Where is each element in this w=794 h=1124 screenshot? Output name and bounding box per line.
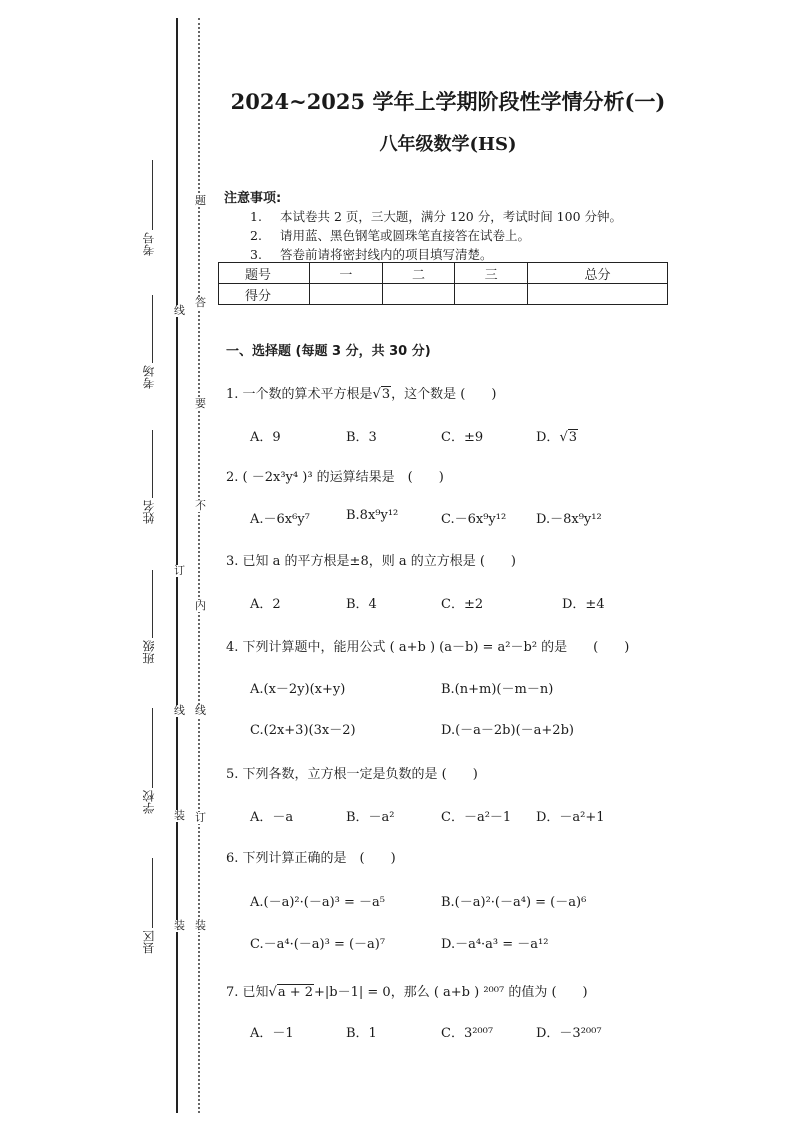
- score-header-cell: 总分: [527, 263, 667, 284]
- question-1: [226, 383, 496, 402]
- notice-item: [250, 226, 530, 244]
- seal-char: 装: [174, 809, 185, 822]
- notice-number: 2.: [250, 228, 262, 243]
- option-d: D.(－a－2b)(－a+2b): [441, 723, 574, 738]
- option-d: [536, 426, 578, 445]
- class-field[interactable]: [152, 570, 153, 638]
- option-a: A.(x－2y)(x+y): [250, 682, 346, 697]
- question-text: ，这个数是 ( ): [391, 387, 497, 402]
- option-b: B．－a²: [346, 810, 395, 825]
- label-district: 县区: [142, 930, 156, 954]
- score-cell[interactable]: [527, 284, 667, 305]
- seal-char: 线: [174, 704, 185, 717]
- score-table: [218, 262, 668, 305]
- option-b: B．3: [346, 430, 377, 445]
- option-d: D.－8x⁹y¹²: [536, 512, 602, 527]
- option-c: C.(2x+3)(3x－2): [250, 723, 356, 738]
- sqrt-radicand: 3: [381, 387, 391, 402]
- option-b: B.8x⁹y¹²: [346, 508, 399, 523]
- question-6: 6. 下列计算正确的是 ( ): [226, 851, 396, 866]
- district-field[interactable]: [152, 858, 153, 928]
- option-label: D．: [536, 430, 560, 445]
- question-7: [226, 981, 588, 1000]
- option-a: A．－a: [250, 810, 294, 825]
- seal-char: 线: [174, 304, 185, 317]
- label-class: 班级: [142, 640, 156, 664]
- option-c: C.－6x⁹y¹²: [441, 512, 507, 527]
- notice-item: [250, 207, 622, 225]
- option-b: B．4: [346, 597, 377, 612]
- score-header-cell: 题号: [219, 263, 310, 284]
- score-cell[interactable]: [455, 284, 528, 305]
- section-title: 一、选择题 (每题 3 分，共 30 分): [226, 344, 431, 359]
- option-d: D．－3²⁰⁰⁷: [536, 1026, 602, 1041]
- option-c: C．±9: [441, 430, 484, 445]
- option-a: A.(－a)²·(－a)³ = －a⁵: [250, 895, 385, 910]
- option-b: B.(n+m)(－m－n): [441, 682, 554, 697]
- warning-char: 线: [195, 704, 206, 717]
- sqrt-radicand: 3: [568, 430, 578, 445]
- sqrt-symbol: √: [372, 387, 381, 402]
- option-b: B.(－a)²·(－a⁴) = (－a)⁶: [441, 895, 587, 910]
- notice-item: [250, 245, 493, 263]
- score-header-cell: 一: [310, 263, 383, 284]
- warning-char: 答: [195, 296, 206, 309]
- question-3: 3. 已知 a 的平方根是±8，则 a 的立方根是 ( ): [226, 554, 517, 569]
- sqrt-radicand: a + 2: [277, 985, 314, 1000]
- sqrt-symbol: √: [559, 430, 568, 445]
- exam-subtitle: 八年级数学(HS): [379, 134, 517, 155]
- seal-char: 订: [174, 564, 185, 577]
- notice-title: 注意事项:: [224, 191, 282, 206]
- exam-title: 2024~2025 学年上学期阶段性学情分析(一): [230, 89, 666, 114]
- warning-char: 不: [195, 499, 206, 512]
- score-table-header-row: [219, 263, 668, 284]
- score-cell[interactable]: [382, 284, 455, 305]
- score-row-label: 得分: [219, 284, 310, 305]
- label-student-name: 姓名: [142, 500, 156, 524]
- option-c: C．3²⁰⁰⁷: [441, 1026, 494, 1041]
- sqrt-symbol: √: [268, 985, 277, 1000]
- student-name-field[interactable]: [152, 430, 153, 498]
- option-a: A．－1: [250, 1026, 294, 1041]
- notice-text: 答卷前请将密封线内的项目填写清楚。: [280, 247, 493, 262]
- option-a: A.－6x⁶y⁷: [250, 512, 310, 527]
- notice-number: 1.: [250, 209, 262, 224]
- exam-number-field[interactable]: [152, 160, 153, 230]
- option-d: D．±4: [562, 597, 605, 612]
- question-2: 2. ( －2x³y⁴ )³ 的运算结果是 ( ): [226, 470, 444, 485]
- label-exam-room: 考场: [142, 365, 156, 389]
- option-c: C．±2: [441, 597, 484, 612]
- notice-text: 请用蓝、黑色钢笔或圆珠笔直接答在试卷上。: [280, 228, 531, 243]
- warning-char: 装: [195, 919, 206, 932]
- option-a: A．9: [250, 430, 281, 445]
- notice-text: 本试卷共 2 页，三大题，满分 120 分，考试时间 100 分钟。: [280, 209, 623, 224]
- exam-room-field[interactable]: [152, 295, 153, 363]
- question-text: 1. 一个数的算术平方根是: [226, 387, 373, 402]
- warning-char: 题: [195, 194, 206, 207]
- score-table-row: [219, 284, 668, 305]
- question-text: 7. 已知: [226, 985, 269, 1000]
- option-c: C.－a⁴·(－a)³ = (－a)⁷: [250, 937, 386, 952]
- option-c: C．－a²－1: [441, 810, 512, 825]
- question-4: 4. 下列计算题中，能用公式 ( a+b ) (a－b) = a²－b² 的是 ( ): [226, 640, 630, 655]
- score-header-cell: 三: [455, 263, 528, 284]
- warning-char: 内: [195, 599, 206, 612]
- label-school: 学校: [142, 790, 156, 814]
- option-b: B．1: [346, 1026, 377, 1041]
- option-d: D.－a⁴·a³ = －a¹²: [441, 937, 549, 952]
- question-text: +|b－1| = 0，那么 ( a+b ) ²⁰⁰⁷ 的值为 ( ): [314, 985, 588, 1000]
- warning-char: 订: [195, 811, 206, 824]
- option-a: A．2: [250, 597, 281, 612]
- question-5: 5. 下列各数，立方根一定是负数的是 ( ): [226, 767, 478, 782]
- warning-char: 要: [195, 397, 206, 410]
- school-field[interactable]: [152, 708, 153, 788]
- score-header-cell: 二: [382, 263, 455, 284]
- score-cell[interactable]: [310, 284, 383, 305]
- notice-number: 3.: [250, 247, 262, 262]
- seal-dotted-line: [198, 18, 200, 1113]
- label-exam-number: 考号: [142, 232, 156, 256]
- option-d: D．－a²+1: [536, 810, 605, 825]
- seal-char: 装: [174, 919, 185, 932]
